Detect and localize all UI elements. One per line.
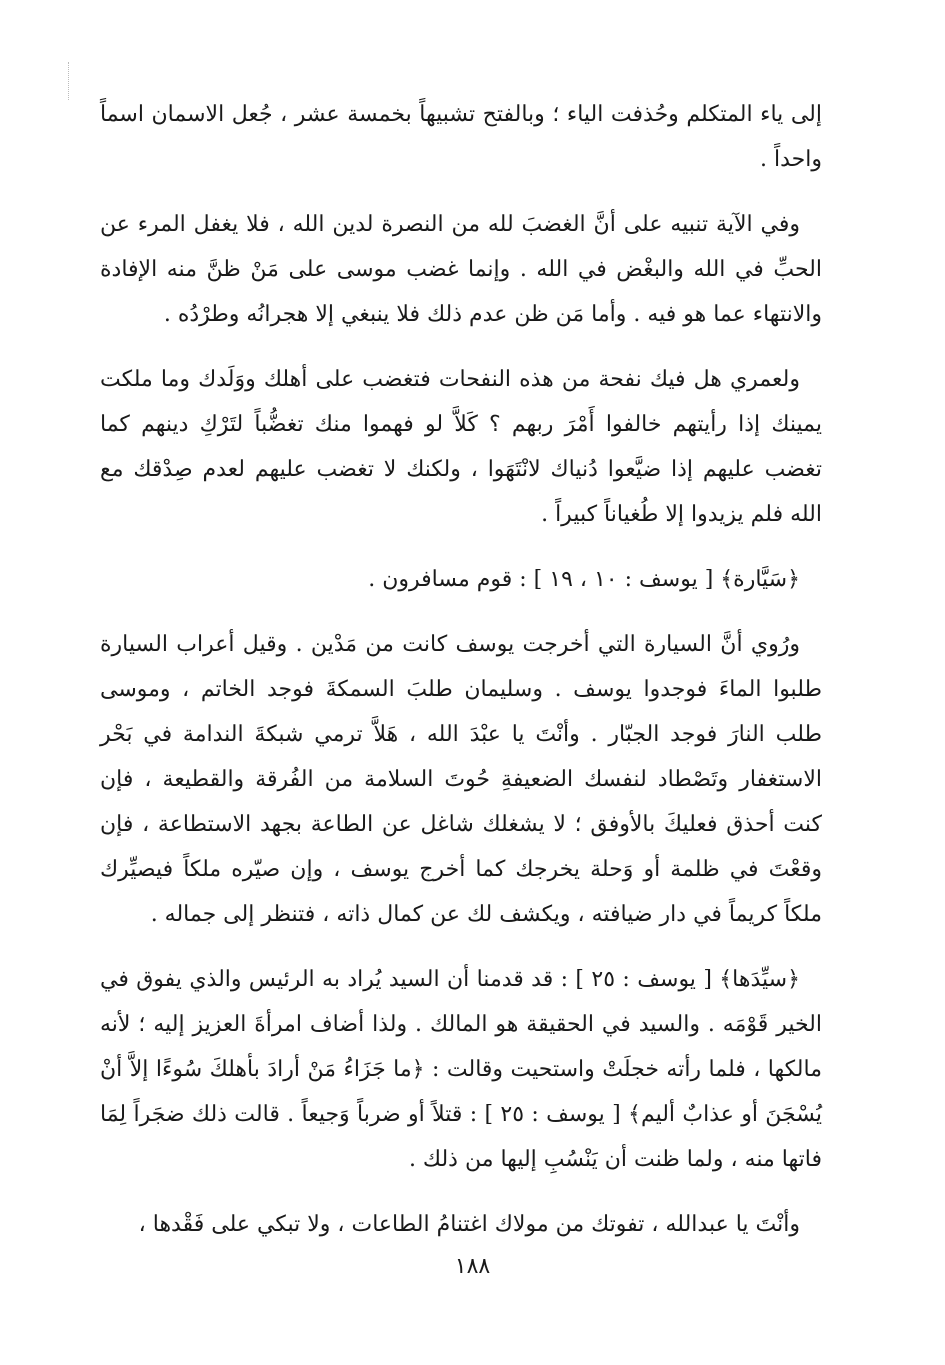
paragraph-sayyara-definition: ﴿سَيَّارة﴾ [ يوسف : ١٠ ، ١٩ ] : قوم مسافرون .	[368, 567, 800, 592]
margin-mark	[68, 62, 71, 100]
paragraph-family-anger: ولعمري هل فيك نفحة من هذه النفحات فتغضب على أهلك ووَلَدك وما ملكت يمينك إذا رأيتهم خالفوا أَمْرَ ربهم ؟ كَلاَّ لو فهموا منك تغضُّباً لتَرْكِ دينهم كما تغضب عليهم إذا ضيَّعوا دُنياك لانْتَهَوا ، ولكنك لا تغضب عليهم لعدم صِدْقك مع الله فلم يزيدوا إلا طُغياناً كبيراً .	[100, 367, 822, 527]
paragraph-anger-for-god: وفي الآية تنبيه على أنَّ الغضبَ لله من النصرة لدين الله ، فلا يغفل المرء عن الحبِّ في الله والبغْض في الله . وإنما غضب موسى على مَنْ ظنَّ منه الإفادة والانتهاء عما هو فيه . وأما مَن ظن عدم ذلك فلا ينبغي إلا هجرانُه وطرْدُه .	[100, 212, 822, 327]
page-body	[100, 92, 822, 1267]
paragraph-sayyara-commentary: ورُوي أنَّ السيارة التي أخرجت يوسف كانت من مَدْين . وقيل أعراب السيارة طلبوا الماءَ فوجدوا يوسف . وسليمان طلبَ السمكةَ فوجد الخاتم ، وموسى طلب النارَ فوجد الجبّار . وأنْتَ يا عبْدَ الله ، هَلاَّ ترمي شبكةَ الندامة في بَحْر الاستغفار وتَصْطاد لنفسك الضعيفةِ حُوتَ السلامة من الفُرقة والقطيعة ، فإن كنت أحذق فعليكَ بالأوفق ؛ لا يشغلك شاغل عن الطاعة بجهد الاستطاعة ، فإن وقعْتَ في ظلمة أو وَحلة يخرجك كما أخرج يوسف ، وإن صيّره ملكاً فيصيِّرك ملكاً كريماً في دار ضيافته ، ويكشف لك عن كمال ذاته ، فتنظر إلى جماله .	[100, 632, 822, 927]
paragraph-continuation: إلى ياء المتكلم وحُذفت الياء ؛ وبالفتح تشبيهاً بخمسة عشر ، جُعل الاسمان اسماً واحداً .	[100, 102, 823, 172]
paragraph-final: وأنْتَ يا عبدالله ، تفوتك من مولاك اغتنامُ الطاعات ، ولا تبكي على فَقْدها ،	[138, 1212, 800, 1237]
page-number: ١٨٨	[454, 1254, 491, 1279]
paragraph-sayyidaha: ﴿سيِّدَها﴾ [ يوسف : ٢٥ ] : قد قدمنا أن السيد يُراد به الرئيس والذي يفوق في الخير قَوْمَه . والسيد في الحقيقة هو المالك . ولذا أضاف امرأةَ العزيز إليه ؛ لأنه مالكها ، فلما رأته خجلَتْ واستحيت وقالت : ﴿ما جَزَاءُ مَنْ أرادَ بأهلكَ سُوءًا إلاَّ أنْ يُسْجَنَ أو عذابٌ أليم﴾ [ يوسف : ٢٥ ] : قتلاً أو ضرباً وَجيعاً . قالت ذلك ضجَراً لِمَا فاتها منه ، ولما ظنت أن يَنْسُبِ إليها من ذلك .	[100, 967, 822, 1172]
